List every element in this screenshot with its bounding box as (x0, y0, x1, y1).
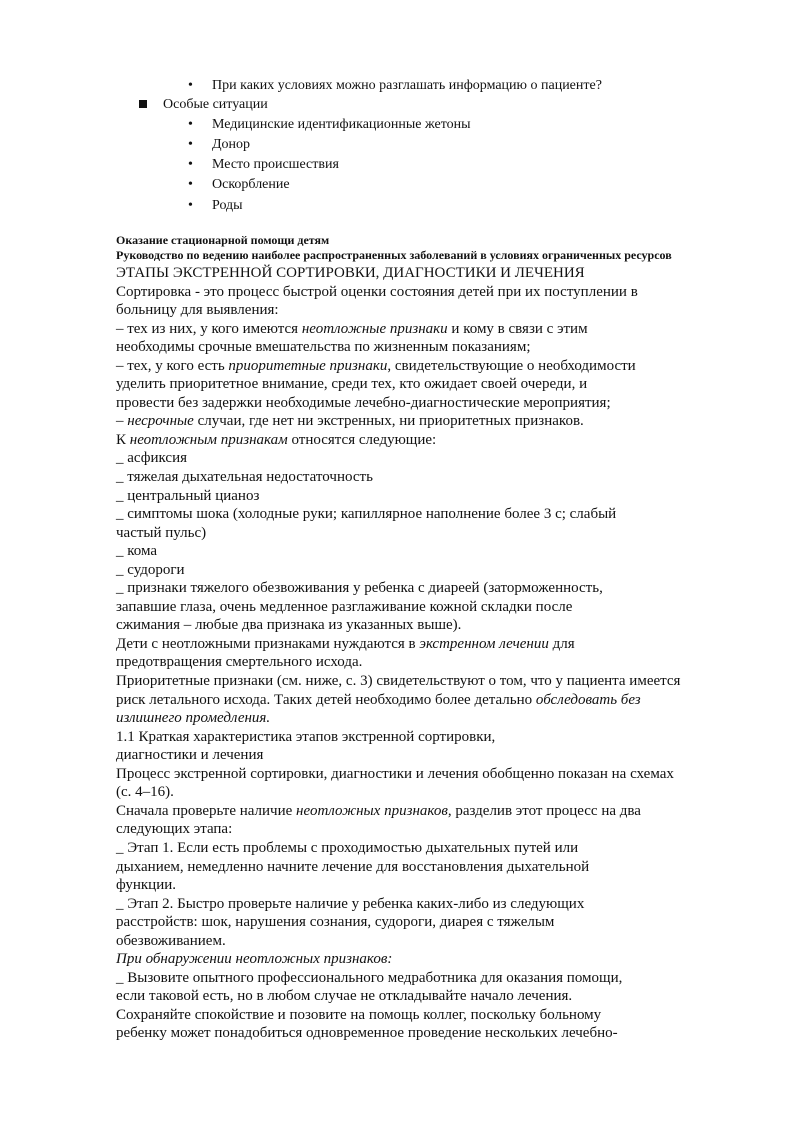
text-line (116, 338, 756, 357)
text-run: _ Этап 2. Быстро проверьте наличие у ребенка каких-либо из следующих (116, 895, 585, 912)
text-line (116, 598, 756, 617)
emphasis-text: несрочные (127, 413, 194, 430)
text-run: если таковой есть, но в любом случае не откладывайте начало лечения. (116, 988, 573, 1005)
text-run: , свидетельствующие о необходимости (387, 357, 636, 374)
text-line (116, 579, 756, 598)
body-text (116, 264, 756, 1043)
text-line (116, 542, 756, 561)
text-run: – (116, 413, 128, 430)
bullet-dot-icon: • (188, 117, 193, 132)
text-run: необходимы срочные вмешательства по жизненным показаниям; (116, 339, 531, 356)
text-run: провести без задержки необходимые лечебно-диагностические мероприятия; (116, 394, 611, 411)
text-run: _ тяжелая дыхательная недостаточность (116, 469, 373, 486)
text-run: К (116, 431, 130, 448)
text-run: _ асфиксия (116, 450, 187, 467)
text-line (116, 394, 756, 413)
text-run: дыханием, немедленно начните лечение для восстановления дыхательной (116, 858, 590, 875)
text-run: для (548, 635, 575, 652)
text-run: , разделив этот процесс на два (447, 802, 641, 819)
text-line (116, 487, 756, 506)
text-line (116, 895, 756, 914)
text-line (116, 950, 756, 969)
text-run: Дети с неотложными признаками нуждаются в (116, 635, 420, 652)
text-run: запавшие глаза, очень медленное разглаживание кожной складки после (116, 598, 573, 615)
text-run: больницу для выявления: (116, 302, 279, 319)
text-line (116, 449, 756, 468)
bullet-dot-icon: • (188, 137, 193, 152)
emphasis-text: излишнего промедления. (116, 710, 271, 727)
bullet-dot-icon: • (188, 157, 193, 172)
text-run: ребенку может понадобиться одновременное проведение нескольких лечебно- (116, 1025, 618, 1042)
text-line (116, 839, 756, 858)
text-line (116, 468, 756, 487)
text-line (116, 876, 756, 895)
text-run: _ центральный цианоз (116, 487, 260, 504)
text-run: _ признаки тяжелого обезвоживания у ребенка с диареей (заторможенность, (116, 580, 603, 597)
text-line (116, 505, 756, 524)
emphasis-text: неотложным признакам (129, 431, 288, 448)
text-run: _ симптомы шока (холодные руки; капиллярное наполнение более 3 с; слабый (116, 506, 617, 523)
text-line (116, 375, 756, 394)
text-run: – тех, у кого есть (116, 357, 229, 374)
text-line (116, 691, 756, 710)
section-label: Особые ситуации (163, 97, 268, 112)
text-run: 1.1 Краткая характеристика этапов экстренной сортировки, (116, 728, 496, 745)
text-run: предотвращения смертельного исхода. (116, 654, 363, 671)
text-line (116, 728, 756, 747)
text-line (116, 913, 756, 932)
text-run: Сначала проверьте наличие (116, 802, 297, 819)
text-line (116, 412, 756, 431)
text-line (116, 746, 756, 765)
text-line (116, 709, 756, 728)
section-heading: Оказание стационарной помощи детям (116, 233, 330, 247)
emphasis-text: обследовать без (535, 691, 641, 708)
text-run: Приоритетные признаки (см. ниже, с. 3) свидетельствуют о том, что у пациента имеется (116, 673, 681, 690)
text-run: (с. 4–16). (116, 784, 174, 801)
bullet-dot-icon: • (188, 78, 193, 93)
emphasis-text: При обнаружении неотложных признаков: (116, 951, 393, 968)
text-line (116, 283, 756, 302)
text-line (116, 524, 756, 543)
text-line (116, 969, 756, 988)
text-run: расстройств: шок, нарушения сознания, судороги, диарея с тяжелым (116, 914, 555, 931)
text-line (116, 616, 756, 635)
text-run: следующих этапа: (116, 821, 233, 838)
text-run: и кому в связи с этим (447, 320, 588, 337)
text-run: случаи, где нет ни экстренных, ни приоритетных признаков. (193, 413, 584, 430)
text-line (116, 561, 756, 580)
emphasis-text: экстренном лечении (419, 635, 549, 652)
text-run: – тех из них, у кого имеются (116, 320, 302, 337)
text-line (116, 783, 756, 802)
text-run: _ Этап 1. Если есть проблемы с проходимостью дыхательных путей или (116, 839, 579, 856)
text-line (116, 987, 756, 1006)
text-run: ЭТАПЫ ЭКСТРЕННОЙ СОРТИРОВКИ, ДИАГНОСТИКИ И ЛЕЧЕНИЯ (116, 265, 585, 281)
text-run: уделить приоритетное внимание, среди тех, кто ожидает своей очереди, и (116, 376, 588, 393)
document-page: • При каких условиях можно разглашать информацию о пациенте? Особые ситуации • Медицинские идентификационные жетоны • Донор • Место происшествия • Оскорбление • Роды Оказание стационарной помощи детям Руководство по ведению наиболее распространенных заболеваний в условиях ограниченных ресурсов ЭТАПЫ ЭКСТРЕННОЙ СОРТИРОВКИ, ДИАГНОСТИКИ И ЛЕЧЕНИЯ Сортировка - это процесс быстрой оценки состояния детей при их поступлении в больницу для выявления: – тех из них, у кого имеются неотложные признаки и кому в связи с этим необходимы срочные вмешательства по жизненным показаниям; – тех, у кого есть приоритетные признаки, свидетельствующие о необходимости уделить приоритетное внимание, среди тех, кто ожидает своей очереди, и провести без задержки необходимые лечебно-диагностические мероприятия; – несрочные случаи, где нет ни экстренных, ни приоритетных признаков. К неотложным признакам относятся следующие: _ асфиксия _ тяжелая дыхательная недостаточность _ центральный цианоз _ симптомы шока (холодные руки; капиллярное наполнение более 3 с; слабый частый пульс) _ кома _ судороги _ признаки тяжелого обезвоживания у ребенка с диареей (заторможенность, запавшие глаза, очень медленное разглаживание кожной складки после сжимания – любые два признака из указанных выше). Дети с неотложными признаками нуждаются в экстренном лечении для предотвращения смертельного исхода. Приоритетные признаки (см. ниже, с. 3) свидетельствуют о том, что у пациента имеется риск летального исхода. Таких детей необходимо более детально обследовать без излишнего промедления. 1.1 Краткая характеристика этапов экстренной сортировки, диагностики и лечения Процесс экстренной сортировки, диагностики и лечения обобщенно показан на схемах (с. 4–16). Сначала проверьте наличие неотложных признаков, разделив этот процесс на два следующих этапа: _ Этап 1. Если есть проблемы с проходимостью дыхательных путей или дыханием, немедленно начните лечение для восстановления дыхательной функции. _ Этап 2. Быстро проверьте наличие у ребенка каких-либо из следующих расстройств: шок, нарушения сознания, судороги, диарея с тяжелым обезвоживанием. При обнаружении неотложных признаков: _ Вызовите опытного профессионального медработника для оказания помощи, если таковой есть, но в любом случае не откладывайте начало лечения. Сохраняйте спокойствие и позовите на помощь коллег, поскольку больному ребенку может понадобиться одновременное проведение нескольких лечебно- (0, 0, 800, 1131)
text-line (116, 820, 756, 839)
text-line (116, 653, 756, 672)
text-run: Сортировка - это процесс быстрой оценки состояния детей при их поступлении в (116, 283, 638, 300)
text-line (116, 301, 756, 320)
bullet-dot-icon: • (188, 198, 193, 213)
text-run: Процесс экстренной сортировки, диагностики и лечения обобщенно показан на схемах (116, 765, 674, 782)
bullet-dot-icon: • (188, 177, 193, 192)
text-line (116, 858, 756, 877)
text-run: _ кома (116, 543, 158, 560)
text-run: сжимания – любые два признака из указанных выше). (116, 617, 462, 634)
text-run: обезвоживанием. (116, 932, 226, 949)
text-line (116, 1006, 756, 1025)
text-run: Сохраняйте спокойствие и позовите на помощь коллег, поскольку больному (116, 1006, 602, 1023)
text-line (116, 635, 756, 654)
text-line (116, 765, 756, 784)
text-run: диагностики и лечения (116, 747, 264, 764)
text-line (116, 264, 756, 283)
text-line (116, 802, 756, 821)
text-run: функции. (116, 877, 176, 894)
text-line (116, 320, 756, 339)
emphasis-text: неотложные признаки (301, 320, 448, 337)
emphasis-text: неотложных признаков (296, 802, 448, 819)
text-run: частый пульс) (116, 524, 207, 541)
text-line (116, 932, 756, 951)
text-run: риск летального исхода. Таких детей необходимо более детально (116, 691, 536, 708)
text-line (116, 1024, 756, 1043)
text-line (116, 672, 756, 691)
emphasis-text: приоритетные признаки (228, 357, 388, 374)
section-subheading: Руководство по ведению наиболее распространенных заболеваний в условиях ограниченных ресурсов (116, 248, 672, 262)
text-run: _ судороги (116, 561, 185, 578)
square-bullet-icon (139, 100, 147, 108)
text-run: _ Вызовите опытного профессионального медработника для оказания помощи, (116, 969, 623, 986)
text-line (116, 357, 756, 376)
text-run: относятся следующие: (287, 431, 437, 448)
text-line (116, 431, 756, 450)
